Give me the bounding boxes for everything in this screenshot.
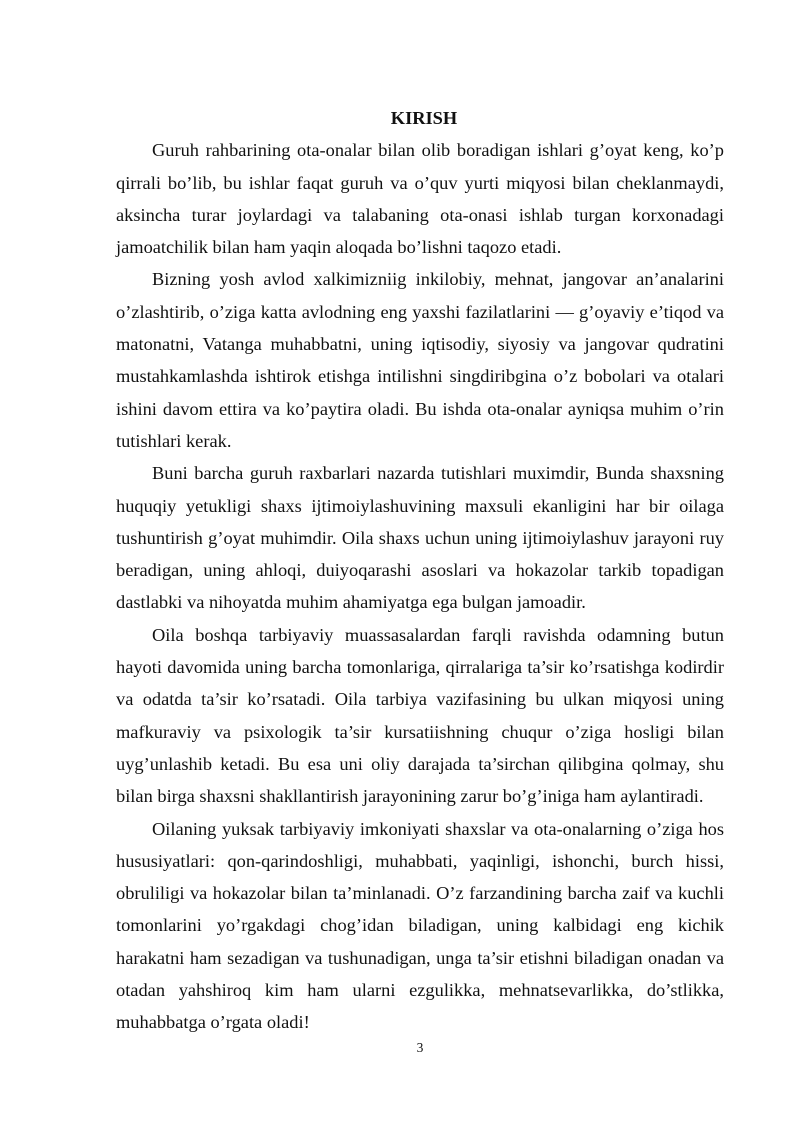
page-title: KIRISH	[390, 108, 458, 128]
document-body	[116, 102, 724, 1039]
paragraph-3: Buni barcha guruh raxbarlari nazarda tutishlari muximdir, Bunda shaxsning huquqiy yetukligi shaxs ijtimoiylashuvining maxsuli ekanligini har bir oilaga tushuntirish g’oyat muhimdir. Oila shaxs uchun uning ijtimoiylashuv jarayoni ruy beradigan, uning ahloqi, duiyoqarashi asoslari va hokazolar tarkib topadigan dastlabki va nihoyatda muhim ahamiyatga ega bulgan jamoadir.	[116, 463, 724, 613]
paragraph-5: Oilaning yuksak tarbiyaviy imkoniyati shaxslar va ota-onalarning o’ziga hos hususiyatlari: qon-qarindoshligi, muhabbati, yaqinligi, ishonchi, burch hissi, obruliligi va hokazolar bilan ta’minlanadi. O’z farzandining barcha zaif va kuchli tomonlarini yo’rgakdagi chog’idan biladigan, uning kalbidagi eng kichik harakatni ham sezadigan va tushunadigan, unga ta’sir etishni biladigan onadan va otadan yahshiroq kim ham ularni ezgulikka, mehnatsevarlikka, do’stlikka, muhabbatga o’rgata oladi!	[116, 818, 724, 1033]
paragraph-4: Oila boshqa tarbiyaviy muassasalardan farqli ravishda odamning butun hayoti davomida uning barcha tomonlariga, qirralariga ta’sir ko’rsatishga kodirdir va odatda ta’sir ko’rsatadi. Oila tarbiya vazifasining bu ulkan miqyosi uning mafkuraviy va psixologik ta’sir kursatiishning chuqur o’ziga hosligi bilan uyg’unlashib ketadi. Bu esa uni oliy darajada ta’sirchan qilibgina qolmay, shu bilan birga shaxsni shakllantirish jarayonining zarur bo’g’iniga ham aylantiradi.	[116, 624, 724, 807]
paragraph-2: Bizning yosh avlod xalkimizniig inkilobiy, mehnat, jangovar an’analarini o’zlashtirib, o’ziga katta avlodning eng yaxshi fazilatlarini — g’oyaviy e’tiqod va matonatni, Vatanga muhabbatni, uning iqtisodiy, siyosiy va jangovar qudratini mustahkamlashda ishtirok etishga intilishni singdiribgina o’z bobolari va otalari ishini davom ettira va ko’paytira oladi. Bu ishda ota-onalar ayniqsa muhim o’rin tutishlari kerak.	[116, 269, 724, 451]
paragraph-1: Guruh rahbarining ota-onalar bilan olib boradigan ishlari g’oyat keng, ko’p qirrali bo’lib, bu ishlar faqat guruh va o’quv yurti miqyosi bilan cheklanmaydi, aksincha turar joylardagi va talabaning ota-onasi ishlab turgan korxonadagi jamoatchilik bilan ham yaqin aloqada bo’lishni taqozo etadi.	[116, 140, 724, 258]
page-number: 3	[416, 1040, 424, 1055]
